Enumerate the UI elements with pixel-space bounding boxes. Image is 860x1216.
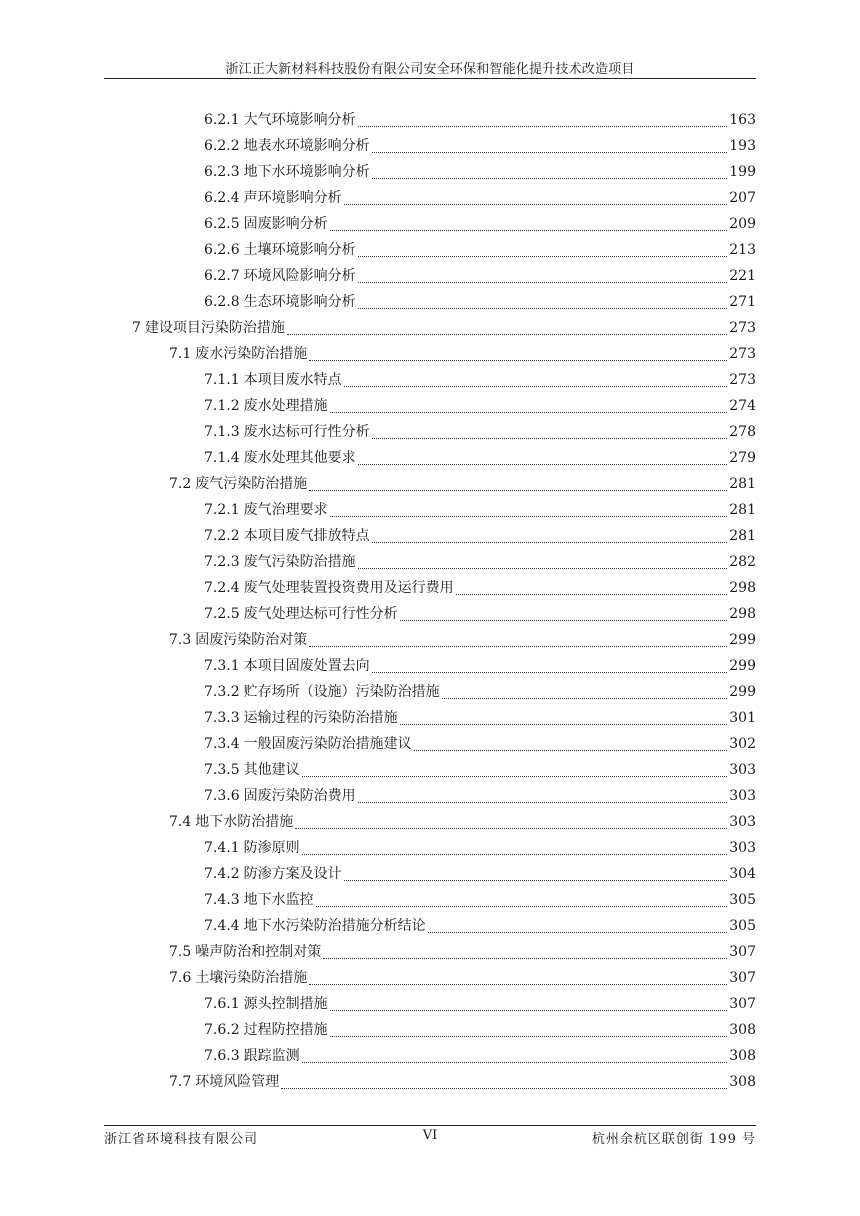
toc-entry-title: 土壤污染防治措施	[195, 970, 308, 986]
toc-entry-title: 贮存场所（设施）污染防治措施	[243, 684, 440, 700]
toc-entry-title: 废气污染防治措施	[243, 554, 356, 570]
toc-entry-number: 7.1.4	[204, 450, 240, 466]
toc-entry-number: 7.2.3	[204, 554, 240, 570]
toc-entry-page: 308	[729, 1022, 756, 1038]
toc-entry[interactable]	[204, 601, 756, 627]
toc-entry[interactable]	[204, 523, 756, 549]
toc-dot-leader	[372, 178, 728, 179]
toc-entry-page: 163	[729, 112, 756, 128]
toc-entry-number: 7.1.1	[204, 372, 240, 388]
toc-dot-leader	[309, 360, 727, 361]
toc-entry-page: 271	[729, 294, 756, 310]
toc-entry-page: 278	[729, 424, 756, 440]
toc-entry-page: 303	[729, 840, 756, 856]
toc-entry[interactable]	[169, 809, 756, 835]
toc-dot-leader	[344, 880, 728, 881]
toc-entry-title: 地下水防治措施	[195, 814, 294, 830]
toc-dot-leader	[358, 126, 728, 127]
toc-entry[interactable]	[204, 861, 756, 887]
toc-entry-title: 本项目废水特点	[243, 372, 342, 388]
toc-entry[interactable]	[204, 185, 756, 211]
toc-entry-title: 跟踪监测	[243, 1048, 300, 1064]
toc-entry-number: 7.3.1	[204, 658, 240, 674]
toc-entry-page: 193	[729, 138, 756, 154]
toc-entry-page: 199	[729, 164, 756, 180]
toc-entry[interactable]	[169, 341, 756, 367]
toc-entry[interactable]	[204, 263, 756, 289]
toc-dot-leader	[302, 1062, 728, 1063]
toc-entry-page: 302	[729, 736, 756, 752]
toc-entry[interactable]	[169, 939, 756, 965]
header-divider	[104, 78, 756, 79]
toc-dot-leader	[330, 1010, 728, 1011]
toc-entry-title: 本项目废气排放特点	[243, 528, 370, 544]
toc-dot-leader	[330, 1036, 728, 1037]
toc-entry-page: 299	[729, 632, 756, 648]
toc-entry-title: 环境风险影响分析	[243, 268, 356, 284]
toc-dot-leader	[358, 802, 728, 803]
toc-entry-page: 273	[729, 320, 756, 336]
toc-entry-title: 本项目固废处置去向	[243, 658, 370, 674]
toc-entry-number: 7.1	[169, 346, 192, 362]
toc-entry-number: 7.3	[169, 632, 192, 648]
toc-entry[interactable]	[204, 419, 756, 445]
toc-dot-leader	[372, 542, 728, 543]
toc-entry[interactable]	[204, 107, 756, 133]
toc-entry[interactable]	[204, 289, 756, 315]
toc-entry-title: 过程防控措施	[243, 1022, 328, 1038]
toc-dot-leader	[316, 906, 728, 907]
toc-entry-title: 固废污染防治费用	[243, 788, 356, 804]
toc-entry[interactable]	[204, 367, 756, 393]
toc-entry-number: 7.3.4	[204, 736, 240, 752]
toc-dot-leader	[358, 568, 728, 569]
toc-entry-title: 废气处理达标可行性分析	[243, 606, 398, 622]
toc-entry-number: 6.2.3	[204, 164, 240, 180]
toc-dot-leader	[358, 282, 728, 283]
toc-entry-page: 281	[729, 476, 756, 492]
toc-entry[interactable]	[204, 237, 756, 263]
toc-entry-title: 环境风险管理	[195, 1074, 280, 1090]
toc-dot-leader	[414, 750, 728, 751]
toc-entry-title: 一般固废污染防治措施建议	[243, 736, 412, 752]
toc-entry-number: 7	[132, 320, 141, 336]
toc-entry-title: 声环境影响分析	[243, 190, 342, 206]
toc-entry-number: 6.2.7	[204, 268, 240, 284]
toc-entry-number: 7.4.2	[204, 866, 240, 882]
toc-entry-page: 305	[729, 918, 756, 934]
toc-dot-leader	[281, 1088, 727, 1089]
toc-entry-title: 源头控制措施	[243, 996, 328, 1012]
toc-entry-number: 7.2.2	[204, 528, 240, 544]
toc-entry-number: 7.1.3	[204, 424, 240, 440]
toc-entry-number: 7.3.3	[204, 710, 240, 726]
toc-entry-number: 6.2.5	[204, 216, 240, 232]
toc-dot-leader	[372, 152, 728, 153]
toc-entry-number: 7.4.3	[204, 892, 240, 908]
toc-entry-page: 308	[729, 1048, 756, 1064]
toc-entry-title: 运输过程的污染防治措施	[243, 710, 398, 726]
toc-dot-leader	[372, 438, 728, 439]
toc-entry-page: 298	[729, 606, 756, 622]
toc-entry-page: 273	[729, 372, 756, 388]
toc-entry-title: 生态环境影响分析	[243, 294, 356, 310]
toc-entry-title: 地下水污染防治措施分析结论	[243, 918, 426, 934]
toc-dot-leader	[358, 308, 728, 309]
toc-dot-leader	[400, 724, 728, 725]
toc-entry-number: 7.3.5	[204, 762, 240, 778]
toc-entry-title: 固废影响分析	[243, 216, 328, 232]
toc-entry-title: 其他建议	[243, 762, 300, 778]
toc-dot-leader	[295, 828, 727, 829]
toc-entry-title: 废水污染防治措施	[195, 346, 308, 362]
toc-entry-page: 307	[729, 996, 756, 1012]
toc-entry-number: 6.2.8	[204, 294, 240, 310]
toc-entry-title: 土壤环境影响分析	[243, 242, 356, 258]
footer-address: 杭州余杭区联创街 199 号	[591, 1132, 756, 1147]
toc-dot-leader	[309, 984, 727, 985]
toc-entry[interactable]	[204, 913, 756, 939]
toc-dot-leader	[358, 464, 728, 465]
toc-dot-leader	[287, 334, 727, 335]
toc-entry-page: 304	[729, 866, 756, 882]
toc-entry[interactable]	[204, 211, 756, 237]
toc-entry-page: 303	[729, 814, 756, 830]
toc-entry-title: 大气环境影响分析	[243, 112, 356, 128]
toc-entry[interactable]	[204, 133, 756, 159]
toc-entry-number: 7.3.2	[204, 684, 240, 700]
toc-entry[interactable]	[204, 159, 756, 185]
toc-entry-number: 7.2	[169, 476, 192, 492]
toc-entry-number: 7.4.1	[204, 840, 240, 856]
toc-entry-page: 209	[729, 216, 756, 232]
toc-entry-number: 7.5	[169, 944, 192, 960]
toc-entry-page: 279	[729, 450, 756, 466]
toc-entry-title: 地下水环境影响分析	[243, 164, 370, 180]
toc-entry[interactable]	[204, 679, 756, 705]
toc-entry-title: 废气治理要求	[243, 502, 328, 518]
toc-entry-number: 6.2.4	[204, 190, 240, 206]
toc-dot-leader	[302, 854, 728, 855]
toc-entry-number: 7.6	[169, 970, 192, 986]
toc-entry[interactable]	[204, 549, 756, 575]
toc-entry[interactable]	[204, 783, 756, 809]
toc-entry[interactable]	[169, 471, 756, 497]
toc-entry-number: 7.1.2	[204, 398, 240, 414]
toc-entry[interactable]	[169, 627, 756, 653]
page-header-title: 浙江正大新材料科技股份有限公司安全环保和智能化提升技术改造项目	[225, 62, 635, 77]
toc-entry-title: 废水处理其他要求	[243, 450, 356, 466]
toc-entry-page: 298	[729, 580, 756, 596]
toc-entry-number: 7.2.4	[204, 580, 240, 596]
toc-entry-page: 281	[729, 528, 756, 544]
toc-dot-leader	[323, 958, 727, 959]
toc-entry-title: 废气处理装置投资费用及运行费用	[243, 580, 454, 596]
toc-entry-title: 防渗方案及设计	[243, 866, 342, 882]
toc-entry-page: 308	[729, 1074, 756, 1090]
toc-entry-title: 建设项目污染防治措施	[144, 320, 285, 336]
toc-dot-leader	[400, 620, 728, 621]
toc-entry-number: 7.2.1	[204, 502, 240, 518]
toc-entry-number: 6.2.6	[204, 242, 240, 258]
toc-entry-page: 281	[729, 502, 756, 518]
toc-dot-leader	[456, 594, 728, 595]
toc-dot-leader	[330, 412, 728, 413]
page-number: VI	[422, 1128, 438, 1143]
toc-entry[interactable]	[204, 575, 756, 601]
footer-company: 浙江省环境科技有限公司	[104, 1132, 259, 1147]
toc-entry-page: 207	[729, 190, 756, 206]
toc-entry-number: 7.6.3	[204, 1048, 240, 1064]
toc-entry-page: 282	[729, 554, 756, 570]
toc-entry-number: 7.4	[169, 814, 192, 830]
toc-entry-number: 7.6.1	[204, 996, 240, 1012]
toc-dot-leader	[344, 204, 728, 205]
toc-entry-page: 221	[729, 268, 756, 284]
toc-entry[interactable]	[169, 1069, 756, 1095]
toc-entry-page: 305	[729, 892, 756, 908]
toc-entry[interactable]	[204, 991, 756, 1017]
toc-entry[interactable]	[204, 835, 756, 861]
toc-entry-number: 6.2.1	[204, 112, 240, 128]
toc-entry-number: 7.2.5	[204, 606, 240, 622]
toc-entry-page: 307	[729, 970, 756, 986]
toc-entry[interactable]	[204, 1017, 756, 1043]
toc-entry-page: 299	[729, 684, 756, 700]
toc-entry[interactable]	[204, 757, 756, 783]
toc-entry[interactable]	[204, 445, 756, 471]
toc-entry[interactable]	[169, 965, 756, 991]
toc-dot-leader	[358, 256, 728, 257]
toc-dot-leader	[309, 490, 727, 491]
toc-entry[interactable]	[204, 1043, 756, 1069]
toc-dot-leader	[428, 932, 728, 933]
toc-entry[interactable]	[132, 315, 756, 341]
toc-entry[interactable]	[204, 653, 756, 679]
toc-entry-page: 274	[729, 398, 756, 414]
toc-entry-number: 7.7	[169, 1074, 192, 1090]
toc-entry-page: 307	[729, 944, 756, 960]
toc-dot-leader	[372, 672, 728, 673]
toc-entry-title: 地表水环境影响分析	[243, 138, 370, 154]
toc-entry-number: 7.3.6	[204, 788, 240, 804]
toc-entry[interactable]	[204, 497, 756, 523]
toc-entry[interactable]	[204, 705, 756, 731]
toc-entry[interactable]	[204, 731, 756, 757]
toc-dot-leader	[442, 698, 728, 699]
toc-dot-leader	[309, 646, 727, 647]
toc-entry-page: 301	[729, 710, 756, 726]
toc-dot-leader	[302, 776, 728, 777]
toc-dot-leader	[330, 516, 728, 517]
toc-entry-title: 废气污染防治措施	[195, 476, 308, 492]
toc-entry[interactable]	[204, 887, 756, 913]
toc-entry-page: 273	[729, 346, 756, 362]
toc-entry[interactable]	[204, 393, 756, 419]
toc-entry-page: 299	[729, 658, 756, 674]
toc-entry-number: 6.2.2	[204, 138, 240, 154]
toc-dot-leader	[330, 230, 728, 231]
toc-entry-page: 213	[729, 242, 756, 258]
toc-entry-title: 固废污染防治对策	[195, 632, 308, 648]
toc-entry-number: 7.6.2	[204, 1022, 240, 1038]
toc-entry-title: 噪声防治和控制对策	[195, 944, 322, 960]
toc-entry-title: 地下水监控	[243, 892, 314, 908]
toc-entry-page: 303	[729, 762, 756, 778]
toc-entry-title: 废水处理措施	[243, 398, 328, 414]
toc-entry-title: 废水达标可行性分析	[243, 424, 370, 440]
toc-dot-leader	[344, 386, 728, 387]
toc-entry-page: 303	[729, 788, 756, 804]
footer-divider	[104, 1125, 756, 1126]
toc-entry-title: 防渗原则	[243, 840, 300, 856]
toc-entry-number: 7.4.4	[204, 918, 240, 934]
